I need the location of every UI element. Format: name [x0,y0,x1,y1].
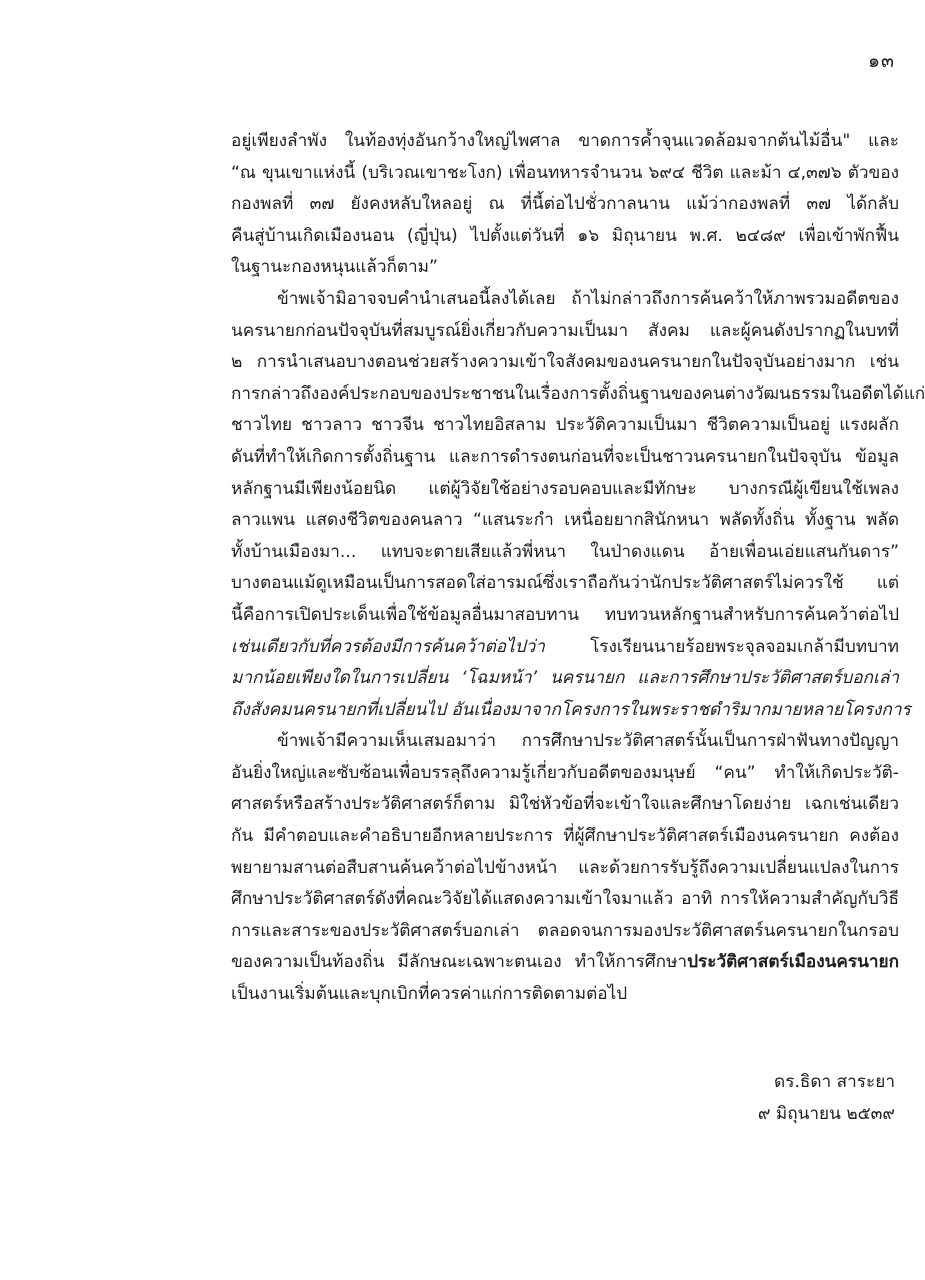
text-line: ดันที่ทำให้เกิดการตั้งถิ่นฐาน และการดำรงตนก่อนที่จะเป็นชาวนครนายกในปัจจุบัน ข้อมูล [231,446,899,467]
text-line: เป็นงานเริ่มต้นและบุกเบิกที่ควรค่าแก่การติดตามต่อไป [231,984,628,1005]
roman-phrase: โรงเรียนนายร้อยพระจุลจอมเกล้ามีบทบาท [590,636,899,657]
text-line: ศึกษาประวัติศาสตร์ดังที่คณะวิจัยได้แสดงความเข้าใจมาแล้ว อาทิ การให้ความสำคัญกับวิธี [231,889,899,910]
bold-phrase: ประวัติศาสตร์เมืองนครนายก [687,952,899,973]
text-line: ๒ การนำเสนอบางตอนช่วยสร้างความเข้าใจสังคมของนครนายกในปัจจุบันอย่างมาก เช่น [231,352,899,373]
text-line: “ณ ขุนเขาแห่งนี้ (บริเวณเขาชะโงก) เพื่อนทหารจำนวน ๖๙๔ ชีวิต และม้า ๔,๓๗๖ ตัวของ [231,162,899,183]
italic-phrase: เช่นเดียวกับที่ควรต้องมีการค้นคว้าต่อไปว่า [231,636,545,657]
page-number: ๑๓ [867,50,895,72]
text-line-italic: ถึงสังคมนครนายกที่เปลี่ยนไป อันเนื่องมาจากโครงการในพระราชดำริมากมายหลายโครงการ [231,699,911,720]
text-line: ทั้งบ้านเมืองมา... แทบจะตายเสียแล้วพี่หนา ในป่าดงแดน อ้ายเพื่อนเอ่ยแสนกันดาร” [231,541,899,562]
text-line: อันยิ่งใหญ่และซับซ้อนเพื่อบรรลุถึงความรู้เกี่ยวกับอดีตของมนุษย์ “คน” ทำให้เกิดประวัติ- [231,762,899,783]
text-line: ศาสตร์หรือสร้างประวัติศาสตร์ก็ตาม มิใช่หัวข้อที่จะเข้าใจและศึกษาโดยง่าย เฉกเช่นเดียว [231,794,899,815]
author-name: ดร.ธิดา สาระยา [774,1072,895,1092]
text-line: อยู่เพียงลำพัง ในท้องทุ่งอันกว้างใหญ่ไพศาล ขาดการค้ำจุนแวดล้อมจากต้นไม้อื่น" และ [231,131,899,151]
text-line: หลักฐานมีเพียงน้อยนิด แต่ผู้วิจัยใช้อย่างรอบคอบและมีทักษะ บางกรณีผู้เขียนใช้เพลง [231,478,899,499]
text-line: พยายามสานต่อสืบสานค้นคว้าต่อไปข้างหน้า และด้วยการรับรู้ถึงความเปลี่ยนแปลงในการ [231,857,899,878]
text-line: ชาวไทย ชาวลาว ชาวจีน ชาวไทยอิสลาม ประวัติความเป็นมา ชีวิตความเป็นอยู่ แรงผลัก [231,415,899,436]
text-line: บางตอนแม้ดูเหมือนเป็นการสอดใส่อารมณ์ซึ่งเราถือกันว่านักประวัติศาสตร์ไม่ควรใช้ แต่ [231,573,899,594]
text-line: การกล่าวถึงองค์ประกอบของประชาชนในเรื่องการตั้งถิ่นฐานของคนต่างวัฒนธรรมในอดีตได้แก่ [231,383,925,404]
roman-phrase: ของความเป็นท้องถิ่น มีลักษณะเฉพาะตนเอง ทำให้การศึกษา [231,952,688,973]
text-line: ในฐานะกองหนุนแล้วก็ตาม” [231,257,438,278]
text-line: ลาวแพน แสดงชีวิตของคนลาว “แสนระกำ เหนื่อยยากสินักหนา พลัดทั้งถิ่น ทั้งฐาน พลัด [231,510,899,531]
text-line: ข้าพเจ้ามีความเห็นเสมอมาว่า การศึกษาประวัติศาสตร์นั้นเป็นการฝ่าฟันทางปัญญา [277,731,899,752]
body-text [231,126,925,1011]
text-line: ข้าพเจ้ามิอาจจบคำนำเสนอนี้ลงได้เลย ถ้าไม่กล่าวถึงการค้นคว้าให้ภาพรวมอดีตของ [277,288,899,309]
text-line: นครนายกก่อนปัจจุบันที่สมบูรณ์ยิ่งเกี่ยวกับความเป็นมา สังคม และผู้คนดังปรากฏในบทที่ [231,320,899,341]
signature-block [758,1067,895,1130]
text-line: คืนสู่บ้านเกิดเมืองนอน (ญี่ปุ่น) ไปตั้งแต่วันที่ ๑๖ มิถุนายน พ.ศ. ๒๔๘๙ เพื่อเข้าพักฟื้น [231,225,899,246]
text-line-italic: มากน้อยเพียงใดในการเปลี่ยน ‘โฉมหน้า’ นครนายก และการศึกษาประวัติศาสตร์บอกเล่า [231,668,899,689]
text-line: กัน มีคำตอบและคำอธิบายอีกหลายประการ ที่ผู้ศึกษาประวัติศาสตร์เมืองนครนายก คงต้อง [231,826,899,847]
text-line: การและสาระของประวัติศาสตร์บอกเล่า ตลอดจนการมองประวัติศาสตร์นครนายกในกรอบ [231,920,899,941]
signature-date: ๙ มิถุนายน ๒๕๓๙ [757,1103,895,1124]
text-line-mixed [231,947,899,979]
text-line: กองพลที่ ๓๗ ยังคงหลับใหลอยู่ ณ ที่นี้ต่อไปชั่วกาลนาน แม้ว่ากองพลที่ ๓๗ ได้กลับ [231,194,899,215]
text-line: นี้คือการเปิดประเด็นเพื่อใช้ข้อมูลอื่นมาสอบทาน ทบทวนหลักฐานสำหรับการค้นคว้าต่อไป [231,604,899,625]
text-line-mixed [231,632,899,664]
